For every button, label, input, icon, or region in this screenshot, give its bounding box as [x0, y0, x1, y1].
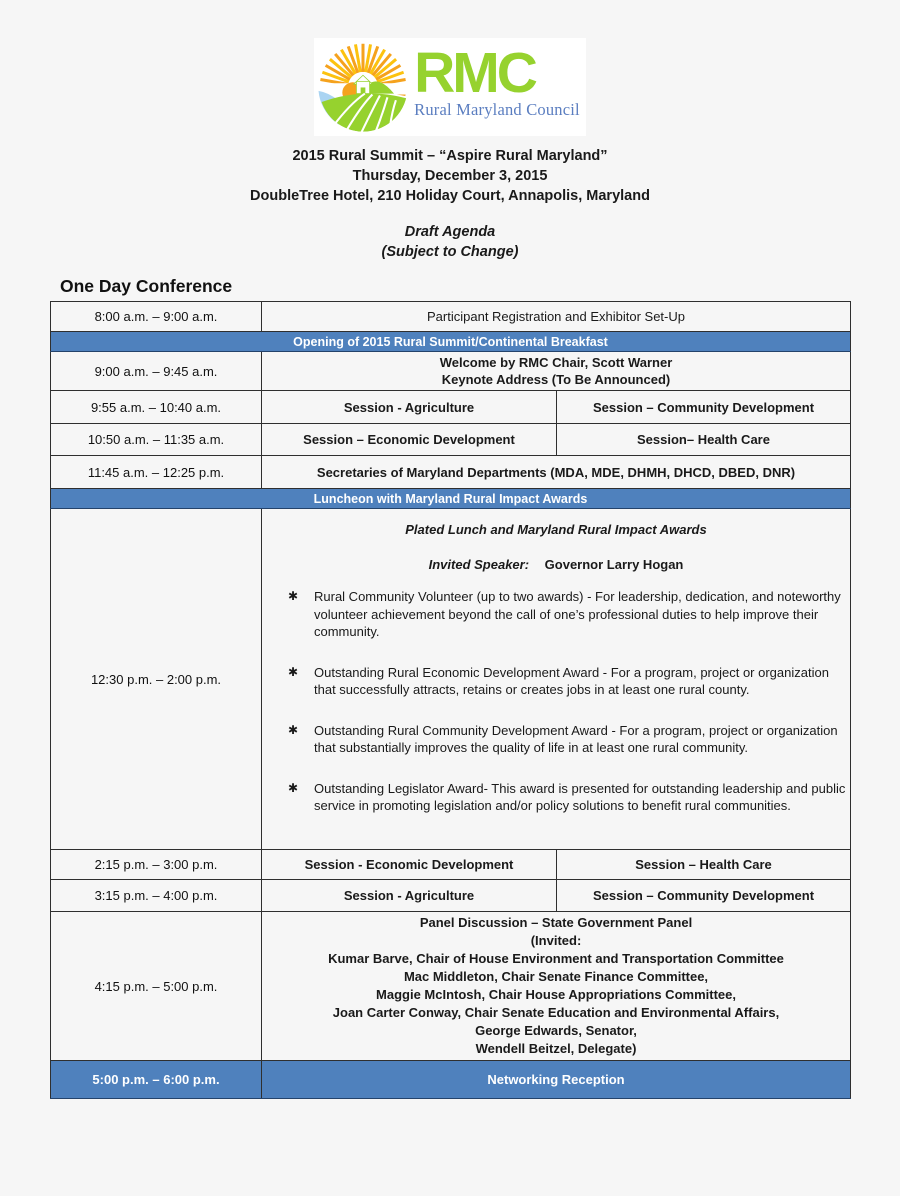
session-right-cell: Session – Health Care: [557, 850, 851, 880]
time-cell: 10:50 a.m. – 11:35 a.m.: [51, 424, 262, 456]
agenda-row-secretaries: [51, 456, 851, 489]
subject-to-change-label: (Subject to Change): [381, 244, 519, 260]
panel-line: Mac Middleton, Chair Senate Finance Committee,: [403, 969, 709, 984]
time-cell: 2:15 p.m. – 3:00 p.m.: [51, 850, 262, 880]
welcome-line-1: Welcome by RMC Chair, Scott Warner: [439, 355, 673, 370]
agenda-row-sessions-am2: [51, 424, 851, 456]
agenda-table: [50, 301, 851, 1099]
award-bullet: [266, 780, 846, 815]
agenda-row-sessions-pm1: [51, 850, 851, 880]
session-left-cell: Session – Economic Development: [262, 424, 557, 456]
reception-label: Networking Reception: [262, 1061, 851, 1099]
time-cell: 9:00 a.m. – 9:45 a.m.: [51, 352, 262, 391]
award-bullet: [266, 664, 846, 699]
time-cell: 8:00 a.m. – 9:00 a.m.: [51, 302, 262, 332]
content-cell: [262, 352, 851, 391]
agenda-row-welcome: [51, 352, 851, 391]
time-cell: 3:15 p.m. – 4:00 p.m.: [51, 880, 262, 912]
agenda-row-panel: [51, 912, 851, 1061]
bullet-text: Rural Community Volunteer (up to two awards) - For leadership, dedication, and noteworthy volunteer achievement beyond the call of one’s professional duties to help improve their community.: [314, 589, 841, 640]
session-right-cell: Session– Health Care: [557, 424, 851, 456]
invited-speaker-name: Governor Larry Hogan: [544, 557, 684, 573]
time-cell: 11:45 a.m. – 12:25 p.m.: [51, 456, 262, 489]
agenda-row-registration: [51, 302, 851, 332]
time-cell: 12:30 p.m. – 2:00 p.m.: [51, 509, 262, 850]
panel-line: Maggie McIntosh, Chair House Appropriations Committee,: [376, 987, 736, 1002]
lunch-title: Plated Lunch and Maryland Rural Impact Awards: [405, 522, 707, 538]
panel-line: Joan Carter Conway, Chair Senate Education and Environmental Affairs,: [332, 1005, 780, 1020]
bullet-text: Outstanding Legislator Award- This award is presented for outstanding leadership and public service in promoting legislation and/or policy solutions to benefit rural communities.: [314, 780, 846, 814]
award-bullet: [266, 722, 846, 757]
panel-line: (Invited:: [530, 933, 582, 948]
rmc-logo-emblem: [316, 40, 410, 134]
draft-block: [0, 222, 900, 262]
agenda-row-sessions-am1: [51, 391, 851, 424]
session-left-cell: Session - Agriculture: [262, 391, 557, 424]
session-right-cell: Session – Community Development: [557, 880, 851, 912]
draft-agenda-label: Draft Agenda: [404, 224, 496, 240]
logo-text: [414, 40, 580, 120]
session-left-cell: Session - Agriculture: [262, 880, 557, 912]
content-cell: Participant Registration and Exhibitor Set-Up: [262, 302, 851, 332]
bullet-text: Outstanding Rural Community Development Award - For a program, project or organization that substantially improves the quality of life in at least one rural community.: [314, 722, 838, 756]
summit-title: 2015 Rural Summit – “Aspire Rural Maryland”: [292, 148, 608, 164]
banner-row-opening: [51, 332, 851, 352]
bullet-star-icon: ✱: [288, 664, 299, 679]
bullet-star-icon: ✱: [288, 780, 299, 795]
agenda-row-lunch: [51, 509, 851, 850]
doc-header: [0, 146, 900, 206]
panel-line: Wendell Beitzel, Delegate): [475, 1041, 637, 1056]
invited-speaker-line: [266, 557, 846, 572]
bullet-text: Outstanding Rural Economic Development Award - For a program, project or organization that successfully attracts, retains or creates jobs in at least one rural county.: [314, 664, 829, 698]
logo-row: [0, 0, 900, 136]
content-cell: Secretaries of Maryland Departments (MDA, MDE, DHMH, DHCD, DBED, DNR): [262, 456, 851, 489]
summit-venue: DoubleTree Hotel, 210 Holiday Court, Annapolis, Maryland: [250, 188, 650, 204]
bullet-star-icon: ✱: [288, 722, 299, 737]
section-title: One Day Conference: [60, 276, 233, 296]
agenda-row-reception: [51, 1061, 851, 1099]
banner-row-luncheon: [51, 489, 851, 509]
panel-line: Panel Discussion – State Government Panel: [419, 915, 693, 930]
panel-content-cell: [262, 912, 851, 1061]
invited-speaker-label: Invited Speaker:: [428, 557, 530, 573]
banner-label: Luncheon with Maryland Rural Impact Awards: [51, 489, 851, 509]
session-left-cell: Session - Economic Development: [262, 850, 557, 880]
banner-label: Opening of 2015 Rural Summit/Continental Breakfast: [51, 332, 851, 352]
bullet-star-icon: ✱: [288, 589, 299, 604]
agenda-row-sessions-pm2: [51, 880, 851, 912]
logo-org-name: Rural Maryland Council: [414, 99, 580, 119]
summit-date: Thursday, December 3, 2015: [352, 168, 548, 184]
time-cell: 9:55 a.m. – 10:40 a.m.: [51, 391, 262, 424]
logo-acronym: RMC: [414, 41, 535, 105]
award-bullet: [266, 588, 846, 641]
rmc-logo: [314, 38, 586, 136]
reception-time: 5:00 p.m. – 6:00 p.m.: [51, 1061, 262, 1099]
panel-line: Kumar Barve, Chair of House Environment and Transportation Committee: [328, 951, 784, 966]
welcome-line-2: Keynote Address (To Be Announced): [441, 372, 671, 387]
session-right-cell: Session – Community Development: [557, 391, 851, 424]
lunch-content-cell: [262, 509, 851, 850]
panel-line: George Edwards, Senator,: [475, 1023, 637, 1038]
time-cell: 4:15 p.m. – 5:00 p.m.: [51, 912, 262, 1061]
